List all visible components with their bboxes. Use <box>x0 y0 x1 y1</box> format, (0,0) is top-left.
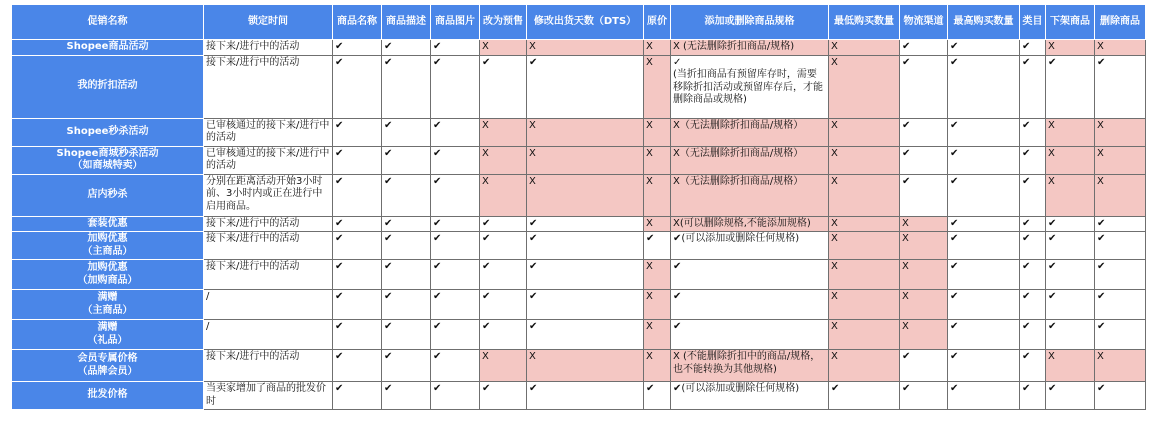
cell-product-image: ✔ <box>431 55 480 118</box>
cell-dts: ✔ <box>527 382 644 410</box>
promo-name-line: 批发价格 <box>87 389 128 401</box>
cell-preorder: ✔ <box>480 320 527 350</box>
cell-dts: X <box>527 146 644 174</box>
promo-name-line: （主商品） <box>82 304 133 316</box>
cell-delete: ✔ <box>1095 55 1146 118</box>
cell-unlist: X <box>1046 350 1095 382</box>
cell-product-name: ✔ <box>333 232 382 260</box>
cell-product-name: ✔ <box>333 40 382 56</box>
cell-category: ✔ <box>1020 320 1046 350</box>
cell-product-image: ✔ <box>431 290 480 320</box>
cell-min-purchase: X <box>829 146 900 174</box>
cell-delete: ✔ <box>1095 232 1146 260</box>
cell-category: ✔ <box>1020 118 1046 146</box>
cell-product-name: ✔ <box>333 260 382 290</box>
cell-variations: X(可以删除规格,不能添加规格) <box>671 216 829 232</box>
cell-min-purchase: X <box>829 290 900 320</box>
cell-preorder: X <box>480 350 527 382</box>
cell-logistics: X <box>900 232 948 260</box>
promo-name-line: 我的折扣活动 <box>77 80 138 92</box>
lock-time: 已审核通过的接下来/进行中的活动 <box>204 146 333 174</box>
cell-original-price: ✔ <box>644 232 671 260</box>
cell-variations: ✔(可以添加或删除任何规格) <box>671 232 829 260</box>
cell-min-purchase: X <box>829 55 900 118</box>
cell-logistics: X <box>900 290 948 320</box>
cell-delete: X <box>1095 40 1146 56</box>
promo-name-line: Shopee商品活动 <box>66 41 149 52</box>
cell-product-image: ✔ <box>431 216 480 232</box>
cell-category: ✔ <box>1020 216 1046 232</box>
cell-preorder: ✔ <box>480 55 527 118</box>
cell-product-name: ✔ <box>333 382 382 410</box>
cell-variations: X（无法删除折扣商品/规格） <box>671 174 829 216</box>
cell-original-price: ✔ <box>644 382 671 410</box>
cell-preorder: ✔ <box>480 290 527 320</box>
cell-product-desc: ✔ <box>382 382 431 410</box>
table-row <box>12 55 1146 118</box>
cell-category: ✔ <box>1020 232 1046 260</box>
cell-original-price: X <box>644 290 671 320</box>
promo-name <box>12 118 204 146</box>
cell-variations <box>671 55 829 118</box>
header-product-image: 商品图片 <box>431 5 480 40</box>
cell-min-purchase: ✔ <box>829 382 900 410</box>
cell-max-purchase: ✔ <box>948 216 1020 232</box>
cell-product-desc: ✔ <box>382 55 431 118</box>
cell-product-image: ✔ <box>431 232 480 260</box>
cell-variations: ✔ <box>671 290 829 320</box>
cell-unlist: ✔ <box>1046 382 1095 410</box>
cell-preorder: X <box>480 174 527 216</box>
promo-name-line: （主商品） <box>82 245 133 257</box>
cell-product-desc: ✔ <box>382 320 431 350</box>
cell-variations: X（无法删除折扣商品/规格） <box>671 146 829 174</box>
cell-product-name: ✔ <box>333 216 382 232</box>
cell-max-purchase: ✔ <box>948 260 1020 290</box>
lock-time: 当卖家增加了商品的批发价时 <box>204 382 333 410</box>
promo-name-line: 会员专属价格 <box>77 353 138 364</box>
header-promo-name: 促销名称 <box>12 5 204 40</box>
table-row <box>12 40 1146 56</box>
promo-name-line: Shopee商城秒杀活动 <box>56 147 159 159</box>
cell-max-purchase: ✔ <box>948 40 1020 56</box>
cell-product-name: ✔ <box>333 290 382 320</box>
table-row <box>12 216 1146 232</box>
cell-product-desc: ✔ <box>382 216 431 232</box>
cell-product-name: ✔ <box>333 118 382 146</box>
table-row <box>12 232 1146 260</box>
cell-max-purchase: ✔ <box>948 55 1020 118</box>
lock-time: 接下来/进行中的活动 <box>204 260 333 290</box>
promotion-lock-table <box>11 4 1146 410</box>
cell-logistics: X <box>900 260 948 290</box>
cell-product-desc: ✔ <box>382 232 431 260</box>
cell-min-purchase: X <box>829 216 900 232</box>
cell-max-purchase: ✔ <box>948 320 1020 350</box>
cell-category: ✔ <box>1020 174 1046 216</box>
cell-preorder: X <box>480 40 527 56</box>
cell-logistics: ✔ <box>900 350 948 382</box>
cell-text-line: (当折扣商品有预留库存时，需要移除折扣活动或预留库存后，才能删除商品或规格) <box>673 69 823 105</box>
cell-dts: X <box>527 40 644 56</box>
cell-variations: X（无法删除折扣商品/规格） <box>671 118 829 146</box>
cell-category: ✔ <box>1020 350 1046 382</box>
header-product-desc: 商品描述 <box>382 5 431 40</box>
header-unlist: 下架商品 <box>1046 5 1095 40</box>
cell-delete: ✔ <box>1095 382 1146 410</box>
table-row <box>12 290 1146 320</box>
promo-name-line: 加购优惠 <box>87 262 128 273</box>
cell-min-purchase: X <box>829 232 900 260</box>
promo-name <box>12 146 204 174</box>
cell-logistics: ✔ <box>900 146 948 174</box>
cell-delete: ✔ <box>1095 216 1146 232</box>
promo-name-line: 满赠 <box>97 292 118 303</box>
promo-name-line: 店内秒杀 <box>87 188 128 200</box>
header-variations: 添加或删除商品规格 <box>671 5 829 40</box>
cell-original-price: X <box>644 174 671 216</box>
cell-product-name: ✔ <box>333 146 382 174</box>
cell-dts: X <box>527 350 644 382</box>
cell-dts: ✔ <box>527 216 644 232</box>
cell-original-price: X <box>644 320 671 350</box>
promo-name <box>12 174 204 216</box>
promo-name <box>12 290 204 320</box>
table-row <box>12 146 1146 174</box>
cell-dts: ✔ <box>527 260 644 290</box>
promo-name <box>12 260 204 290</box>
promo-name-line: （礼品） <box>87 334 128 346</box>
cell-product-desc: ✔ <box>382 146 431 174</box>
lock-time: 分别在距离活动开始3小时前、3小时内或正在进行中启用商品。 <box>204 174 333 216</box>
cell-dts: X <box>527 118 644 146</box>
cell-delete: ✔ <box>1095 320 1146 350</box>
lock-time: 接下来/进行中的活动 <box>204 55 333 118</box>
cell-max-purchase: ✔ <box>948 350 1020 382</box>
promo-name <box>12 320 204 350</box>
cell-preorder: ✔ <box>480 382 527 410</box>
lock-time: 接下来/进行中的活动 <box>204 232 333 260</box>
cell-preorder: X <box>480 118 527 146</box>
cell-product-desc: ✔ <box>382 350 431 382</box>
table-row <box>12 320 1146 350</box>
cell-unlist: ✔ <box>1046 290 1095 320</box>
cell-product-image: ✔ <box>431 146 480 174</box>
cell-min-purchase: X <box>829 350 900 382</box>
cell-original-price: X <box>644 350 671 382</box>
header-product-name: 商品名称 <box>333 5 382 40</box>
cell-logistics: ✔ <box>900 174 948 216</box>
table-row <box>12 174 1146 216</box>
lock-time: 接下来/进行中的活动 <box>204 40 333 56</box>
cell-variations: ✔(可以添加或删除任何规格) <box>671 382 829 410</box>
cell-original-price: X <box>644 118 671 146</box>
header-lock-time: 锁定时间 <box>204 5 333 40</box>
header-delete: 删除商品 <box>1095 5 1146 40</box>
cell-product-name: ✔ <box>333 55 382 118</box>
cell-logistics: ✔ <box>900 118 948 146</box>
lock-time: 接下来/进行中的活动 <box>204 350 333 382</box>
cell-original-price: X <box>644 216 671 232</box>
cell-unlist: ✔ <box>1046 55 1095 118</box>
header-original-price: 原价 <box>644 5 671 40</box>
cell-min-purchase: X <box>829 40 900 56</box>
promo-name <box>12 232 204 260</box>
table-row <box>12 350 1146 382</box>
cell-category: ✔ <box>1020 382 1046 410</box>
cell-max-purchase: ✔ <box>948 382 1020 410</box>
lock-time: 已审核通过的接下来/进行中的活动 <box>204 118 333 146</box>
cell-logistics: ✔ <box>900 382 948 410</box>
header-max-purchase: 最高购买数量 <box>948 5 1020 40</box>
cell-dts: X <box>527 174 644 216</box>
promo-name <box>12 216 204 232</box>
cell-max-purchase: ✔ <box>948 146 1020 174</box>
cell-preorder: ✔ <box>480 232 527 260</box>
cell-variations: X (不能删除折扣中的商品/规格，也不能转换为其他规格) <box>671 350 829 382</box>
cell-preorder: X <box>480 146 527 174</box>
cell-delete: X <box>1095 174 1146 216</box>
promo-name-line: （加购商品） <box>77 274 138 286</box>
cell-preorder: ✔ <box>480 216 527 232</box>
cell-product-desc: ✔ <box>382 174 431 216</box>
promo-name-line: （如商城特卖） <box>72 160 143 171</box>
cell-logistics: X <box>900 320 948 350</box>
cell-variations: ✔ <box>671 260 829 290</box>
cell-delete: ✔ <box>1095 290 1146 320</box>
header-logistics: 物流渠道 <box>900 5 948 40</box>
cell-variations: ✔ <box>671 320 829 350</box>
promo-name <box>12 350 204 382</box>
cell-unlist: ✔ <box>1046 320 1095 350</box>
cell-category: ✔ <box>1020 146 1046 174</box>
lock-time: / <box>204 290 333 320</box>
lock-time: / <box>204 320 333 350</box>
table-body <box>12 40 1146 410</box>
cell-min-purchase: X <box>829 118 900 146</box>
header-preorder: 改为预售 <box>480 5 527 40</box>
cell-logistics: ✔ <box>900 55 948 118</box>
cell-dts: ✔ <box>527 232 644 260</box>
promo-name-line: 满赠 <box>97 322 118 333</box>
cell-unlist: ✔ <box>1046 216 1095 232</box>
cell-product-desc: ✔ <box>382 118 431 146</box>
cell-product-desc: ✔ <box>382 260 431 290</box>
cell-max-purchase: ✔ <box>948 232 1020 260</box>
header-row <box>12 5 1146 40</box>
cell-category: ✔ <box>1020 290 1046 320</box>
promo-name <box>12 382 204 410</box>
cell-product-name: ✔ <box>333 350 382 382</box>
cell-original-price: X <box>644 146 671 174</box>
cell-product-image: ✔ <box>431 260 480 290</box>
lock-time: 接下来/进行中的活动 <box>204 216 333 232</box>
cell-unlist: ✔ <box>1046 232 1095 260</box>
cell-unlist: X <box>1046 40 1095 56</box>
cell-product-image: ✔ <box>431 40 480 56</box>
cell-variations: X (无法删除折扣商品/规格) <box>671 40 829 56</box>
cell-unlist: X <box>1046 174 1095 216</box>
cell-delete: X <box>1095 118 1146 146</box>
promo-name-line: （品牌会员） <box>77 365 138 377</box>
cell-min-purchase: X <box>829 320 900 350</box>
table-row <box>12 260 1146 290</box>
cell-min-purchase: X <box>829 260 900 290</box>
table-row <box>12 118 1146 146</box>
cell-delete: X <box>1095 146 1146 174</box>
cell-category: ✔ <box>1020 260 1046 290</box>
cell-category: ✔ <box>1020 40 1046 56</box>
cell-product-image: ✔ <box>431 174 480 216</box>
cell-unlist: ✔ <box>1046 260 1095 290</box>
promo-name-line: 套装优惠 <box>87 217 128 229</box>
cell-original-price: X <box>644 40 671 56</box>
cell-product-image: ✔ <box>431 382 480 410</box>
promo-name-line: 加购优惠 <box>87 233 128 244</box>
cell-category: ✔ <box>1020 55 1046 118</box>
promo-name <box>12 55 204 118</box>
cell-product-desc: ✔ <box>382 290 431 320</box>
cell-original-price: X <box>644 260 671 290</box>
cell-product-name: ✔ <box>333 320 382 350</box>
cell-product-image: ✔ <box>431 320 480 350</box>
cell-preorder: ✔ <box>480 260 527 290</box>
cell-min-purchase: X <box>829 174 900 216</box>
cell-max-purchase: ✔ <box>948 290 1020 320</box>
cell-dts: ✔ <box>527 55 644 118</box>
cell-max-purchase: ✔ <box>948 174 1020 216</box>
cell-dts: ✔ <box>527 290 644 320</box>
cell-logistics: ✔ <box>900 40 948 56</box>
cell-product-desc: ✔ <box>382 40 431 56</box>
cell-original-price: X <box>644 55 671 118</box>
header-dts: 修改出货天数（DTS） <box>527 5 644 40</box>
cell-dts: ✔ <box>527 320 644 350</box>
cell-product-image: ✔ <box>431 118 480 146</box>
cell-logistics: X <box>900 216 948 232</box>
cell-unlist: X <box>1046 118 1095 146</box>
cell-product-name: ✔ <box>333 174 382 216</box>
promo-name-line: Shopee秒杀活动 <box>66 125 149 137</box>
cell-text-line: ✓ <box>673 56 682 68</box>
cell-delete: X <box>1095 350 1146 382</box>
cell-delete: ✔ <box>1095 260 1146 290</box>
table-row <box>12 382 1146 410</box>
cell-product-image: ✔ <box>431 350 480 382</box>
header-min-purchase: 最低购买数量 <box>829 5 900 40</box>
header-category: 类目 <box>1020 5 1046 40</box>
cell-unlist: X <box>1046 146 1095 174</box>
promo-name <box>12 40 204 56</box>
cell-max-purchase: ✔ <box>948 118 1020 146</box>
